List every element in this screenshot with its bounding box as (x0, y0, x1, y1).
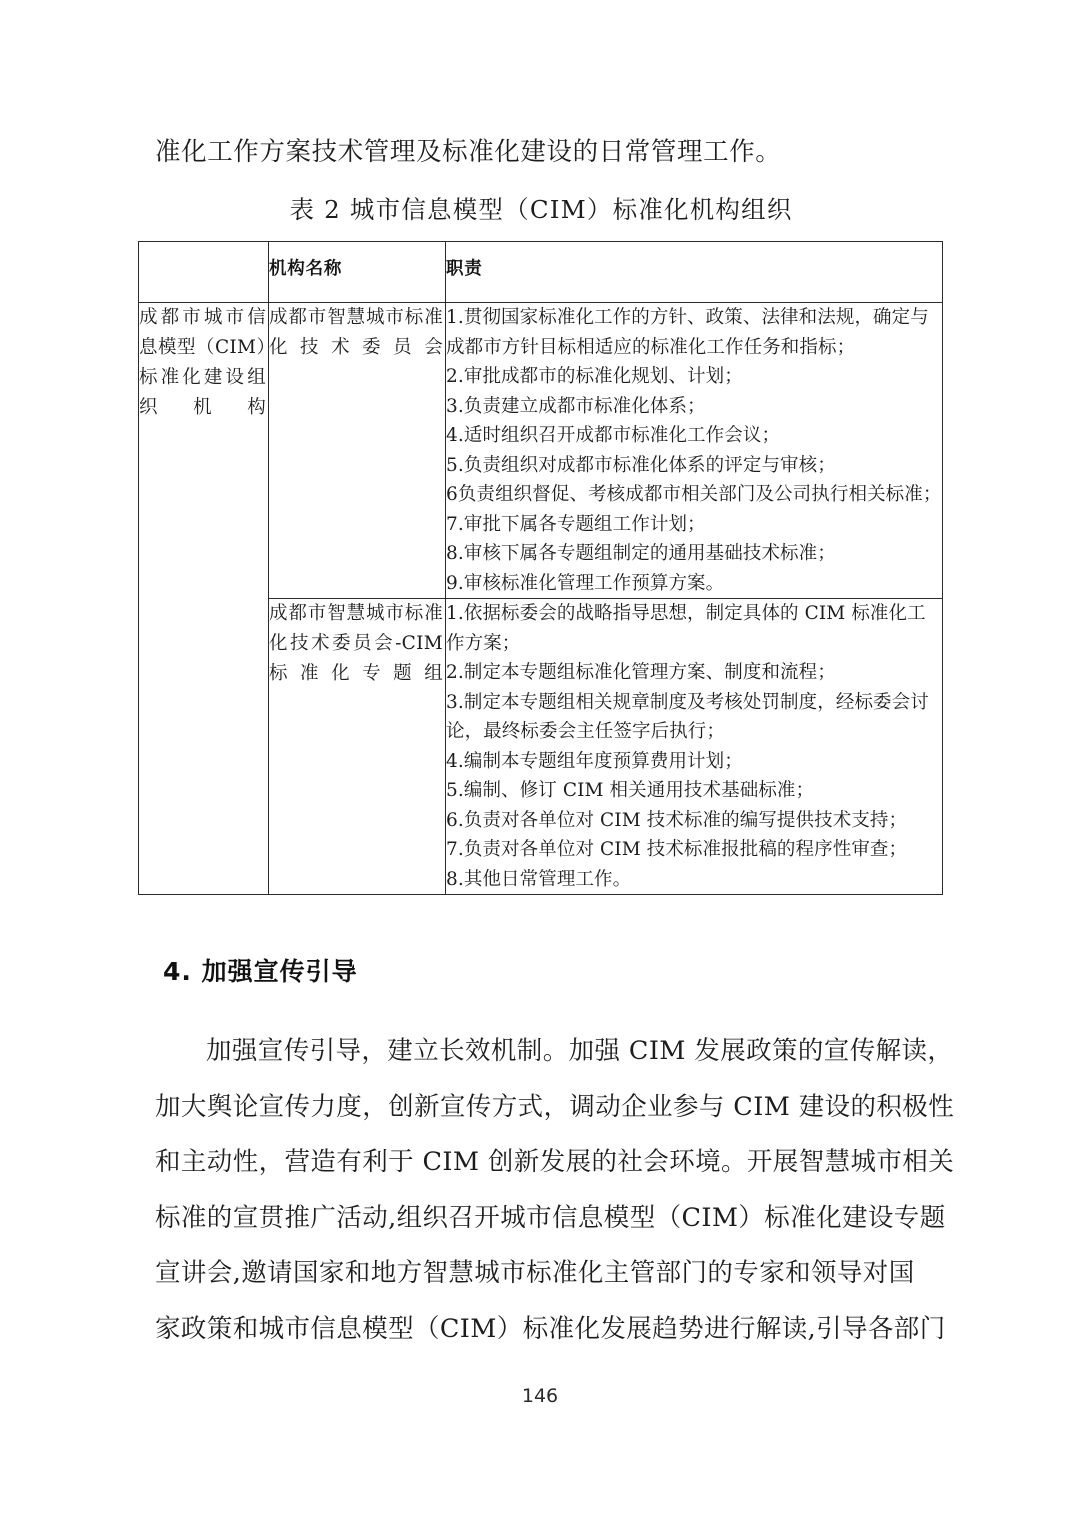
duty-item: 2.审批成都市的标准化规划、计划； (446, 366, 743, 387)
duty-item: 7.审批下属各专题组工作计划； (446, 513, 706, 535)
table-cell-org-name-2 (269, 599, 446, 895)
duty-item: 3.负责建立成都市标准化体系； (446, 395, 706, 417)
paragraph-line: 宣讲会,邀请国家和地方智慧城市标准化主管部门的专家和领导对国 (155, 1258, 915, 1288)
table-cell-org-name-1 (269, 303, 446, 599)
duty-item: 5.负责组织对成都市标准化体系的评定与审核； (446, 454, 836, 476)
org-name-text-2: 成都市智慧城市标准化技术委员会-CIM 标准化专题组 (269, 603, 443, 684)
duty-list-1 (446, 303, 942, 598)
duty-item: 7.负责对各单位对 CIM 技术标准报批稿的程序性审查； (446, 839, 908, 860)
group-label-text: 成都市城市信息模型（CIM）标准化建设组织机构 (139, 307, 266, 418)
table-header-blank (139, 242, 269, 303)
duty-item: 2.制定本专题组标准化管理方案、制度和流程； (446, 662, 836, 683)
organization-table (138, 241, 943, 895)
paragraph-line: 和主动性，营造有利于 CIM 创新发展的社会环境。开展智慧城市相关 (155, 1147, 955, 1177)
duty-item: 4.编制本专题组年度预算费用计划； (446, 750, 743, 772)
section-paragraph (155, 1024, 955, 1357)
lead-paragraph: 准化工作方案技术管理及标准化建设的日常管理工作。 (155, 137, 782, 167)
duty-item: 6.负责对各单位对 CIM 技术标准的编写提供技术支持； (446, 809, 908, 831)
table-header-duty: 职责 (446, 242, 943, 303)
table-cell-duties-2 (446, 599, 943, 895)
duty-item: 4.适时组织召开成都市标准化工作会议； (446, 425, 781, 446)
table-row (139, 303, 943, 599)
org-name-text-1: 成都市智慧城市标准化技术委员会 (269, 307, 443, 358)
duty-item: 3.制定本专题组相关规章制度及考核处罚制度，经标委会讨论，最终标委会主任签字后执行； (446, 691, 929, 742)
table-cell-group-label (139, 303, 269, 895)
table-header-row (139, 242, 943, 303)
duty-item: 9.审核标准化管理工作预算方案。 (446, 572, 725, 594)
paragraph-line: 标准的宣贯推广活动,组织召开城市信息模型（CIM）标准化建设专题 (155, 1202, 946, 1233)
duty-item: 1.依据标委会的战略指导思想，制定具体的 CIM 标准化工作方案； (446, 603, 926, 654)
duty-item: 6负责组织督促、考核成都市相关部门及公司执行相关标准； (446, 484, 942, 505)
table-header-org-name: 机构名称 (269, 242, 446, 303)
section-heading: 4. 加强宣传引导 (163, 957, 358, 986)
table-caption: 表 2 城市信息模型（CIM）标准化机构组织 (289, 195, 793, 224)
duty-item: 5.编制、修订 CIM 相关通用技术基础标准； (446, 780, 815, 801)
paragraph-line: 加大舆论宣传力度，创新宣传方式，调动企业参与 CIM 建设的积极性 (155, 1091, 955, 1122)
duty-item: 8.审核下属各专题组制定的通用基础技术标准； (446, 543, 836, 564)
duty-item: 8.其他日常管理工作。 (446, 868, 632, 890)
table-cell-duties-1 (446, 303, 943, 599)
paragraph-line: 加强宣传引导，建立长效机制。加强 CIM 发展政策的宣传解读， (206, 1036, 954, 1066)
duty-item: 1.贯彻国家标准化工作的方针、政策、法律和法规，确定与成都市方针目标相适应的标准化工作任务和指标； (446, 307, 929, 358)
paragraph-line: 家政策和城市信息模型（CIM）标准化发展趋势进行解读,引导各部门 (155, 1313, 946, 1344)
duty-list-2 (446, 599, 942, 894)
page-number: 146 (521, 1385, 559, 1407)
